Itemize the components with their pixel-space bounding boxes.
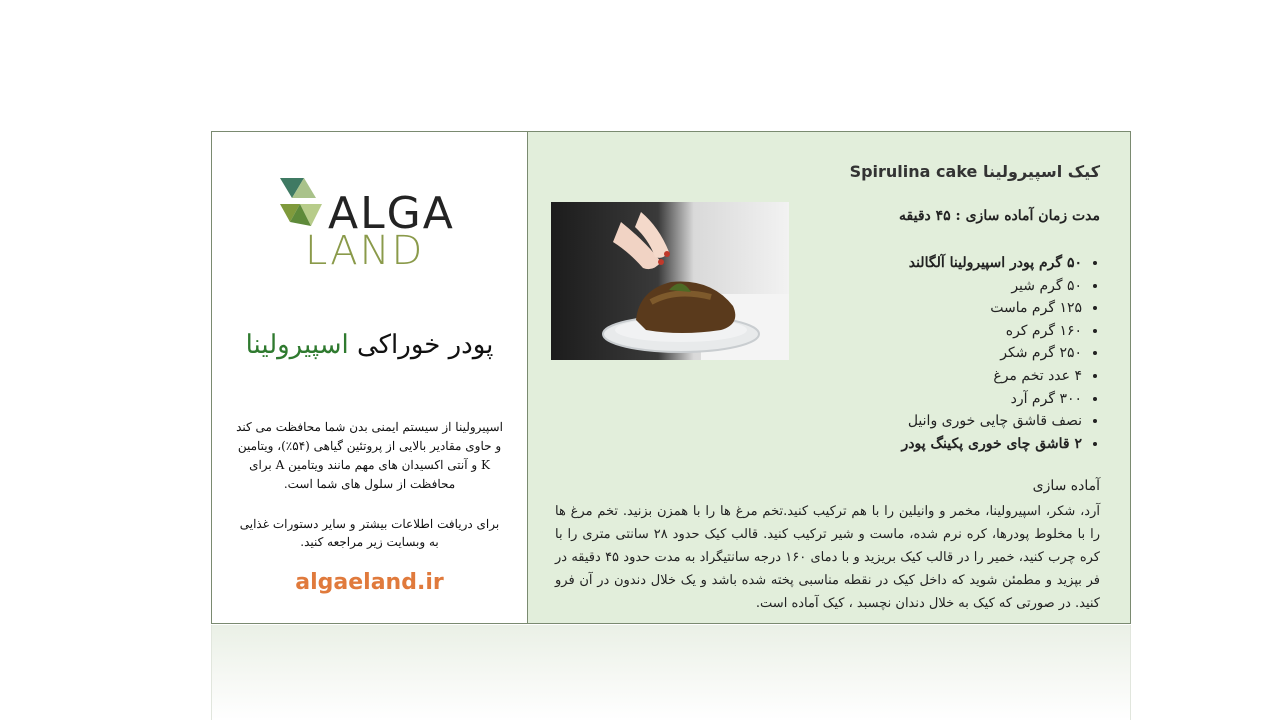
website-link[interactable]: algaeland.ir: [295, 570, 444, 595]
list-item: • ۲۵۰ گرم شکر: [862, 342, 1082, 365]
list-item: • ۳۰۰ گرم آرد: [862, 388, 1082, 411]
card-reflection: [211, 625, 1131, 720]
more-info-text: برای دریافت اطلاعات بیشتر و سایر دستورات غذایی به وبسایت زیر مراجعه کنید.: [239, 517, 500, 549]
list-item: • ۵۰ گرم پودر اسپیرولینا آلگالند: [862, 252, 1082, 275]
list-item: • ۵۰ گرم شیر: [862, 275, 1082, 298]
list-item: • ۱۲۵ گرم ماست: [862, 297, 1082, 320]
list-item: • نصف قاشق چایی خوری وانیل: [862, 410, 1082, 433]
product-description: اسپیرولینا از سیستم ایمنی بدن شما محافظت می کند و حاوی مقادیر بالایی از پروتئین گیاهی (۵۴٪)، ویتامین K و آنتی اکسیدان های مهم مانند ویتامین A برای محافظت از سلول های شما است.: [236, 420, 503, 491]
prep-time: مدت زمان آماده سازی : ۴۵ دقیقه: [899, 208, 1100, 224]
method-heading: آماده سازی: [1032, 478, 1100, 494]
list-item: • ۴ عدد تخم مرغ: [862, 365, 1082, 388]
brand-panel: [212, 132, 528, 623]
product-title-highlight: اسپیرولینا: [245, 330, 349, 360]
product-title: [212, 330, 527, 360]
cake-photo: [551, 202, 789, 360]
logo-text-land: LAND: [305, 228, 425, 274]
method-text: آرد، شکر، اسپیرولینا، مخمر و وانیلین را با هم ترکیب کنید.تخم مرغ ها را با همزن بزنید. تخم مرغ ها را با مخلوط پودرها، کره نرم شده، ماست و شیر ترکیب کنید. قالب کیک حدود ۲۸ سانتی متری را با کره چرب کنید، خمیر را در قالب کیک بریزید و با دمای ۱۶۰ درجه سانتیگراد به مدت حدود ۴۵ دقیقه در فر بپزید و مطمئن شوید که داخل کیک در نقطه مناسبی پخته شده باشد و یک خلال دندون در آن فرو کنید. در صورتی که کیک به خلال دندان نچسبد ، کیک آماده است.: [555, 504, 1100, 611]
product-title-main: پودر خوراکی: [357, 330, 494, 360]
logo-text-alga: ALGA: [328, 188, 455, 239]
cake-photo-image: [551, 202, 789, 360]
list-item: • ۲ قاشق چای خوری پکینگ پودر: [862, 433, 1082, 456]
ingredients-list: [862, 252, 1100, 455]
recipe-title: کیک اسپیرولینا Spirulina cake: [849, 162, 1100, 181]
recipe-card: [211, 131, 1131, 624]
algaland-logo: [278, 176, 455, 276]
recipe-panel: [528, 132, 1130, 623]
list-item: • ۱۶۰ گرم کره: [862, 320, 1082, 343]
